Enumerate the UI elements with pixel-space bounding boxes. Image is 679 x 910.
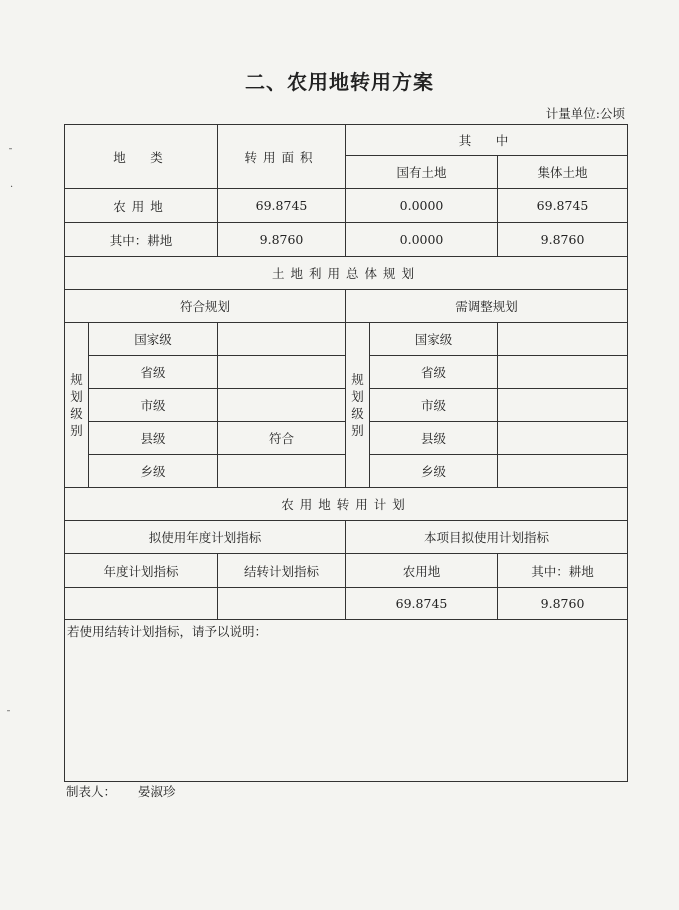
conversion-table xyxy=(64,124,628,782)
row-label: 农用地 xyxy=(65,189,218,223)
annual-plan-title: 拟使用年度计划指标 xyxy=(65,521,346,554)
level-name: 县级 xyxy=(370,422,498,455)
conform-value xyxy=(218,323,346,356)
level-name: 省级 xyxy=(370,356,498,389)
land-type-header: 地 类 xyxy=(65,125,218,189)
scan-speck: · xyxy=(10,182,14,193)
adjust-value xyxy=(498,389,628,422)
area-value: 9.8760 xyxy=(218,223,346,257)
adjust-plan-title: 需调整规划 xyxy=(346,290,628,323)
level-name: 国家级 xyxy=(370,323,498,356)
maker-line xyxy=(66,782,176,800)
row-label: 其中：耕地 xyxy=(65,223,218,257)
annual-quota-value xyxy=(65,588,218,620)
scan-speck: ˉ xyxy=(8,148,13,159)
carryover-quota-value xyxy=(218,588,346,620)
planning-section-title: 土地利用总体规划 xyxy=(65,257,628,290)
level-name: 县级 xyxy=(89,422,218,455)
level-name: 乡级 xyxy=(370,455,498,488)
conform-value xyxy=(218,356,346,389)
state-value: 0.0000 xyxy=(346,223,498,257)
adjust-value xyxy=(498,422,628,455)
collective-value: 69.8745 xyxy=(498,189,628,223)
level-name: 国家级 xyxy=(89,323,218,356)
level-name: 市级 xyxy=(89,389,218,422)
unit-label: 计量单位:公顷 xyxy=(545,106,625,121)
adjust-value xyxy=(498,356,628,389)
table-row xyxy=(65,189,628,223)
level-name: 市级 xyxy=(370,389,498,422)
level-name: 省级 xyxy=(89,356,218,389)
page-title: 二、农用地转用方案 xyxy=(245,70,434,94)
area-value: 69.8745 xyxy=(218,189,346,223)
conform-plan-title: 符合规划 xyxy=(65,290,346,323)
arable-header: 其中：耕地 xyxy=(498,554,628,588)
plan-level-label: 规划级别 xyxy=(65,323,89,488)
scan-speck: ˉ xyxy=(6,710,11,721)
project-plan-title: 本项目拟使用计划指标 xyxy=(346,521,628,554)
note-cell: 若使用结转计划指标，请予以说明： xyxy=(65,620,628,782)
conversion-plan-title: 农用地转用计划 xyxy=(65,488,628,521)
carryover-quota-header: 结转计划指标 xyxy=(218,554,346,588)
annual-quota-header: 年度计划指标 xyxy=(65,554,218,588)
state-land-header: 国有土地 xyxy=(346,156,498,189)
of-which-header: 其 中 xyxy=(346,125,628,156)
collective-land-header: 集体土地 xyxy=(498,156,628,189)
area-header: 转用面积 xyxy=(218,125,346,189)
maker-label: 制表人： xyxy=(66,784,117,799)
conform-value: 符合 xyxy=(218,422,346,455)
arable-value: 9.8760 xyxy=(498,588,628,620)
adjust-value xyxy=(498,323,628,356)
conform-value xyxy=(218,455,346,488)
level-name: 乡级 xyxy=(89,455,218,488)
state-value: 0.0000 xyxy=(346,189,498,223)
maker-name: 晏淑珍 xyxy=(138,784,176,799)
adjust-value xyxy=(498,455,628,488)
farmland-value: 69.8745 xyxy=(346,588,498,620)
conform-value xyxy=(218,389,346,422)
table-row xyxy=(65,223,628,257)
plan-level-label: 规划级别 xyxy=(346,323,370,488)
farmland-header: 农用地 xyxy=(346,554,498,588)
collective-value: 9.8760 xyxy=(498,223,628,257)
